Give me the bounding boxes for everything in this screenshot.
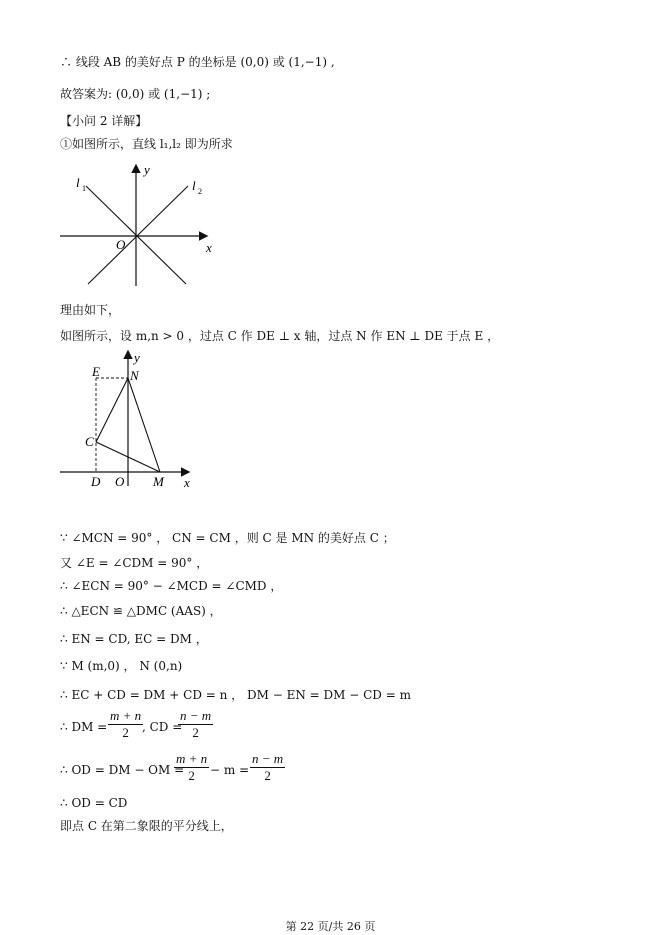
text-line-14-mid: , CD = — [142, 720, 183, 734]
text-line-16: ∴ OD = CD — [60, 796, 128, 810]
x-label: x — [206, 240, 212, 255]
origin-label: O — [116, 237, 126, 252]
figure-triangle — [58, 348, 198, 488]
point-N-label: N — [130, 368, 139, 383]
fraction-3-denominator: 2 — [188, 768, 195, 783]
section-heading: 【小问 2 详解】 — [60, 114, 148, 128]
text-line-2: 故答案为: (0,0) 或 (1,−1) ; — [60, 87, 211, 101]
text-line-15-mid: − m = — [210, 763, 250, 777]
fraction-4 — [250, 751, 285, 784]
l1-subscript: 1 — [82, 184, 86, 193]
fraction-2-denominator: 2 — [192, 725, 199, 740]
l2-label: l — [192, 178, 196, 193]
text-line-13: ∴ EC + CD = DM + CD = n ， DM − EN = DM − CD = m — [60, 688, 411, 702]
text-line-5: 理由如下， — [60, 303, 121, 317]
page-footer: 第 22 页/共 26 页 — [285, 920, 376, 933]
text-line-12: ∵ M (m,0) ， N (0,n) — [60, 659, 183, 673]
fraction-2-numerator: n − m — [180, 708, 212, 723]
text-line-8: 又 ∠E = ∠CDM = 90° ， — [60, 556, 209, 570]
point-M-label: M — [153, 474, 164, 488]
figure-lines-l1-l2 — [58, 160, 228, 290]
fraction-1 — [108, 708, 143, 741]
text-line-4: ①如图所示，直线 l₁,l₂ 即为所求 — [60, 137, 233, 151]
point-C-label: C — [85, 434, 94, 449]
segment-CN — [96, 378, 128, 442]
segment-NM — [128, 378, 160, 472]
fraction-4-numerator: n − m — [252, 751, 284, 766]
fraction-4-denominator: 2 — [264, 768, 271, 783]
text-line-1: ∴ 线段 AB 的美好点 P 的坐标是 (0,0) 或 (1,−1) , — [60, 55, 335, 69]
y-label: y — [144, 162, 150, 177]
text-line-14-prefix: ∴ DM = — [60, 720, 108, 734]
text-line-17: 即点 C 在第二象限的平分线上， — [60, 819, 233, 833]
y-label: y — [134, 350, 140, 365]
fraction-1-numerator: m + n — [110, 708, 142, 723]
l1-label: l — [76, 175, 80, 190]
x-label: x — [184, 475, 190, 488]
origin-label: O — [115, 474, 125, 488]
point-E-label: E — [92, 364, 100, 379]
text-line-9: ∴ ∠ECN = 90° − ∠MCD = ∠CMD ， — [60, 579, 283, 593]
text-line-6: 如图所示，设 m,n > 0 ，过点 C 作 DE ⊥ x 轴，过点 N 作 EN ⊥ DE 于点 E ， — [60, 329, 500, 343]
fraction-1-denominator: 2 — [122, 725, 129, 740]
text-line-10: ∴ △ECN ≌ △DMC (AAS) ， — [60, 604, 222, 618]
l2-subscript: 2 — [198, 187, 202, 196]
fraction-2 — [178, 708, 213, 741]
line-l2 — [88, 186, 188, 284]
point-D-label: D — [91, 474, 101, 488]
text-line-7: ∵ ∠MCN = 90° ， CN = CM ，则 C 是 MN 的美好点 C ； — [60, 531, 395, 545]
fraction-3-numerator: m + n — [176, 751, 208, 766]
text-line-15-prefix: ∴ OD = DM − OM = — [60, 763, 185, 777]
text-line-11: ∴ EN = CD, EC = DM ， — [60, 632, 208, 646]
fraction-3 — [174, 751, 209, 784]
